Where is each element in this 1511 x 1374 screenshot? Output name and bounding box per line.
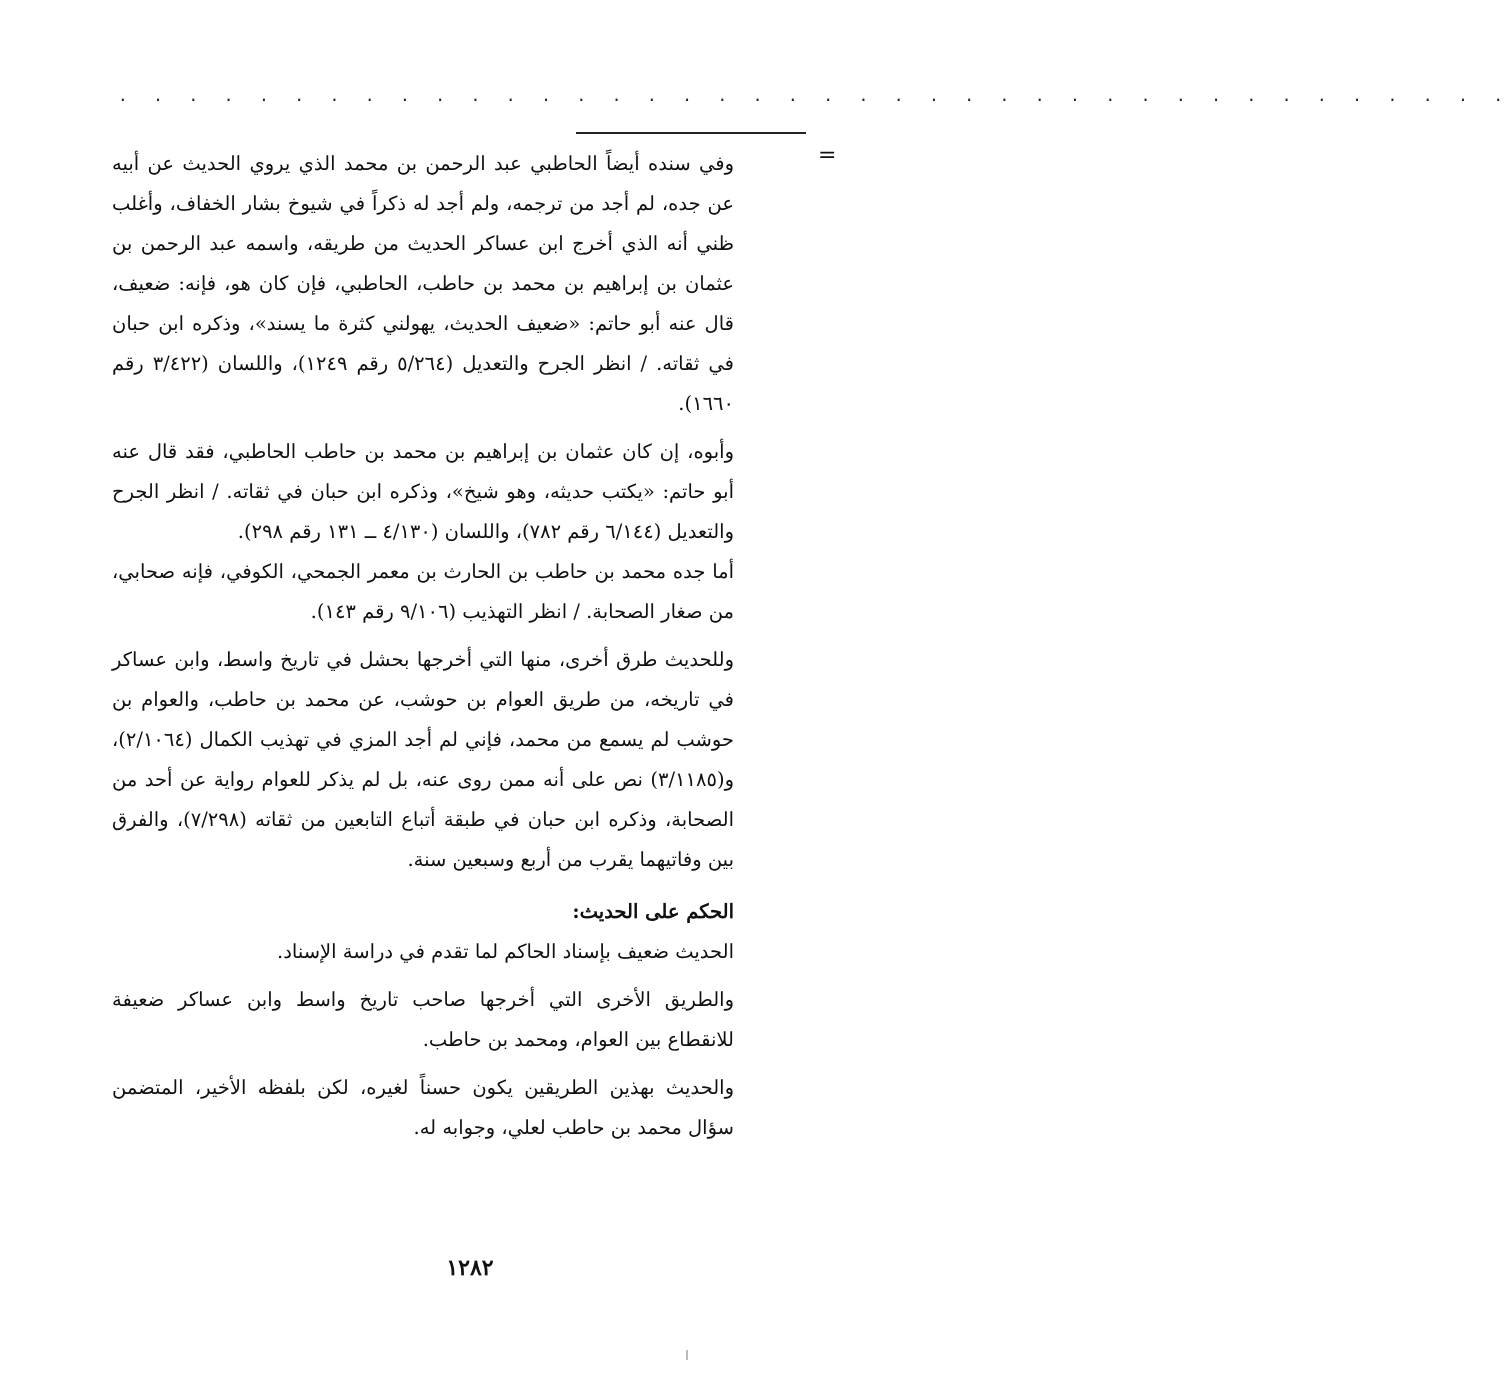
paragraph-father: وأبوه، إن كان عثمان بن إبراهيم بن محمد بن حاطب الحاطبي، فقد قال عنه أبو حاتم: «يكتب حديثه، وهو شيخ»، وذكره ابن حبان في ثقاته. / انظر الجرح والتعديل (٦/١٤٤ رقم ٧٨٢)، واللسان (٤/١٣٠ ــ ١٣١ رقم ٢٩٨). [112, 440, 734, 543]
verdict-paragraph: الحديث ضعيف بإسناد الحاكم لما تقدم في دراسة الإسناد. [277, 940, 734, 963]
paragraph-sanad: وفي سنده أيضاً الحاطبي عبد الرحمن بن محمد الذي يروي الحديث عن أبيه عن جده، لم أجد من ترجمه، ولم أجد له ذكراً في شيوخ بشار الخفاف، وأغلب ظني أنه الذي أخرج ابن عساكر الحديث من طريقه، واسمه عبد الرحمن بن عثمان بن إبراهيم بن محمد بن حاطب، الحاطبي، فإن كان هو، فإنه: ضعيف، قال عنه أبو حاتم: «ضعيف الحديث، يهولني كثرة ما يسند»، وذكره ابن حبان في ثقاته. / انظر الجرح والتعديل (٥/٢٦٤ رقم ١٢٤٩)، واللسان (٣/٤٢٢ رقم ١٦٦٠). [112, 152, 734, 415]
footnote-rule [576, 132, 806, 134]
footnote-text [112, 144, 734, 1148]
dotted-separator: . . . . . . . . . . . . . . . . . . . . . . . . . . . . . . . . . . . . . . . . [118, 86, 1511, 105]
scan-speck [686, 1350, 688, 1360]
page-number: ١٢٨٢ [446, 1255, 494, 1281]
heading-colon: : [572, 900, 580, 923]
verdict-paragraph: والحديث بهذين الطريقين يكون حسناً لغيره، لكن بلفظه الأخير، المتضمن سؤال محمد بن حاطب لعلي، وجوابه له. [112, 1076, 734, 1139]
paragraph-grandfather: أما جده محمد بن حاطب بن الحارث بن معمر الجمحي، الكوفي، فإنه صحابي، من صغار الصحابة. / انظر التهذيب (٩/١٠٦ رقم ١٤٣). [112, 560, 734, 623]
continuation-mark: = [818, 143, 837, 168]
heading-title: الحكم على الحديث [579, 900, 734, 923]
section-heading [112, 892, 734, 932]
verdict-paragraph: والطريق الأخرى التي أخرجها صاحب تاريخ واسط وابن عساكر ضعيفة للانقطاع بين العوام، ومحمد بن حاطب. [112, 988, 734, 1051]
paragraph-other-routes: وللحديث طرق أخرى، منها التي أخرجها بحشل في تاريخ واسط، وابن عساكر في تاريخه، من طريق العوام بن حوشب، عن محمد بن حاطب، والعوام بن حوشب لم يسمع من محمد، فإني لم أجد المزي في تهذيب الكمال (٢/١٠٦٤)، و(٣/١١٨٥) نص على أنه ممن روى عنه، بل لم يذكر للعوام رواية عن أحد من الصحابة، وذكره ابن حبان في طبقة أتباع التابعين من ثقاته (٧/٢٩٨)، والفرق بين وفاتيهما يقرب من أربع وسبعين سنة. [112, 648, 734, 871]
